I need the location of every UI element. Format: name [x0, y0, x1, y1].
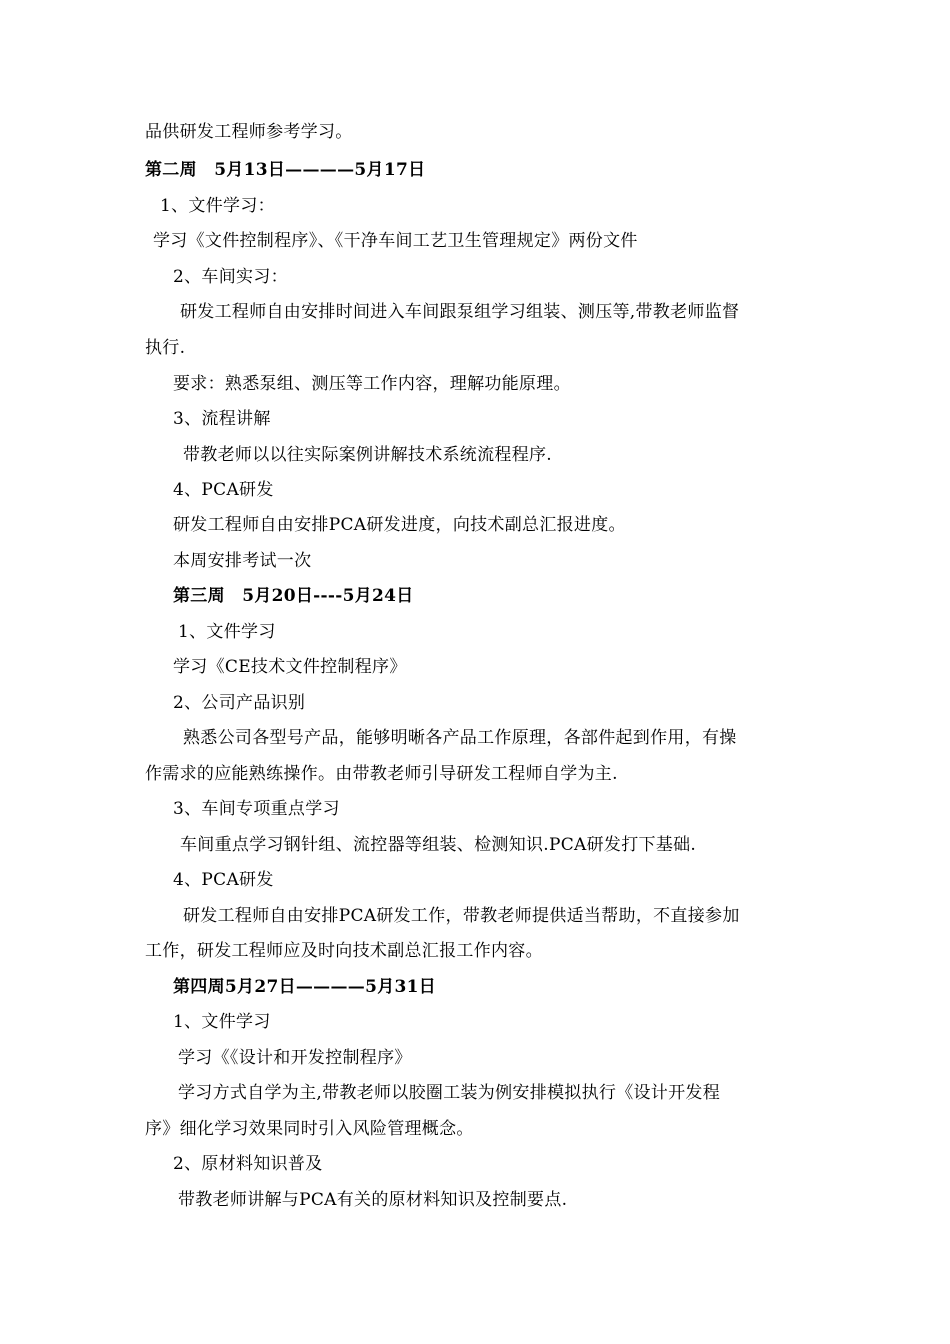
text-line-continuation: 品供研发工程师参考学习。	[145, 122, 353, 142]
week-3-item-4-heading: 4、PCA研发	[173, 870, 274, 890]
week-3-item-1-heading: 1、文件学习	[178, 622, 276, 642]
week-3-item-2-text: 熟悉公司各型号产品，能够明晰各产品工作原理，各部件起到作用，有操	[183, 728, 737, 748]
week-2-item-2-requirement: 要求：熟悉泵组、测压等工作内容，理解功能原理。	[173, 374, 571, 394]
week-2-item-1-heading: 1、文件学习：	[160, 196, 275, 216]
week-4-item-2-heading: 2、原材料知识普及	[173, 1154, 323, 1174]
week-4-item-1-text: 学习《《设计和开发控制程序》	[178, 1048, 412, 1068]
week-2-item-4-text: 研发工程师自由安排PCA研发进度，向技术副总汇报进度。	[173, 515, 626, 535]
week-2-item-3-text: 带教老师以以往实际案例讲解技术系统流程程序.	[183, 445, 553, 465]
week-2-item-2-text: 研发工程师自由安排时间进入车间跟泵组学习组装、测压等,带教老师监督	[180, 302, 740, 322]
week-3-item-4-text: 研发工程师自由安排PCA研发工作，带教老师提供适当帮助，不直接参加	[183, 906, 740, 926]
week-3-heading: 第三周 5月20日----5月24日	[173, 586, 414, 606]
week-2-item-3-heading: 3、流程讲解	[173, 409, 271, 429]
week-3-item-2-heading: 2、公司产品识别	[173, 693, 306, 713]
week-4-item-2-text: 带教老师讲解与PCA有关的原材料知识及控制要点.	[178, 1190, 568, 1210]
week-3-item-3-heading: 3、车间专项重点学习	[173, 799, 340, 819]
week-3-item-2-text-cont: 作需求的应能熟练操作。由带教老师引导研发工程师自学为主.	[145, 764, 618, 784]
week-2-heading: 第二周 5月13日————5月17日	[145, 160, 426, 180]
week-3-item-3-text: 车间重点学习钢针组、流控器等组装、检测知识.PCA研发打下基础.	[180, 835, 697, 855]
week-2-item-2-heading: 2、车间实习：	[173, 267, 288, 287]
week-4-heading: 第四周5月27日————5月31日	[173, 977, 437, 997]
week-4-item-1-method-cont: 序》细化学习效果同时引入风险管理概念。	[145, 1119, 474, 1139]
week-2-item-2-text-cont: 执行.	[145, 338, 186, 358]
week-4-item-1-heading: 1、文件学习	[173, 1012, 271, 1032]
week-3-item-1-text: 学习《CE技术文件控制程序》	[173, 657, 407, 677]
week-2-item-4-heading: 4、PCA研发	[173, 480, 274, 500]
week-3-item-4-text-cont: 工作，研发工程师应及时向技术副总汇报工作内容。	[145, 941, 543, 961]
week-2-exam-note: 本周安排考试一次	[173, 551, 312, 571]
week-4-item-1-method: 学习方式自学为主,带教老师以胶圈工装为例安排模拟执行《设计开发程	[178, 1083, 721, 1103]
week-2-item-1-text: 学习《文件控制程序》、《干净车间工艺卫生管理规定》两份文件	[153, 231, 638, 251]
